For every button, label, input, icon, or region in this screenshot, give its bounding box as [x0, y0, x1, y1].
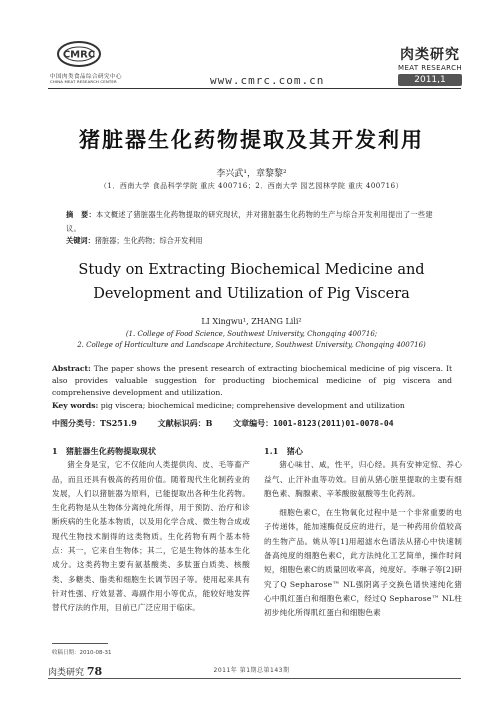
page-title-cn: 猪脏器生化药物提取及其开发利用	[79, 127, 424, 152]
abstract-en	[52, 363, 452, 399]
abstract-en-label: Abstract:	[52, 364, 91, 373]
issue-badge: 2011,1	[398, 74, 462, 86]
abstract-cn	[66, 208, 438, 236]
section-1-heading: 1 猪脏器生化药物提取现状	[52, 446, 157, 456]
abstract-cn-label: 摘 要：	[66, 210, 96, 219]
document-code: 文献标识码：B	[157, 418, 213, 428]
section-1-1-paragraph-1: 猪心味甘、咸，性平，归心经。具有安神定惊、养心益气、止汗补血等功效。目前从猪心脏里提取的主要有细胞色素、胸腺素、辛苯酸胺氨酸等生化药剂。	[264, 460, 462, 498]
section-1-paragraph: 猪全身是宝，它不仅能向人类提供肉、皮、毛等畜产品，而且还具有极高的药用价值。随着现代生化制药业的发展，人们以猪脏器为原料，已能提取出各种生化药物。生化药物是从生物体分离纯化所得，用于预防、治疗和诊断疾病的生化基本物质，以及用化学合成、微生物合成或现代生物技术制得的这类物质。生化药物有两个基本特点：其一，它来自生物体；其二，它是生物体的基本生化成分。这类药物主要有氨基酸类、多肽蛋白质类、核酸类、多糖类、脂类和细胞生长调节因子等。使用起来具有针对性强、疗效显著、毒副作用小等优点，能较好地发挥替代疗法的作用，目前已广泛应用于临床。	[52, 460, 250, 613]
classification-line	[52, 418, 462, 429]
journal-url[interactable]: www.cmrc.com.cn	[210, 74, 325, 87]
section-1-1-heading: 1.1 猪心	[264, 446, 304, 456]
authors-en: LI Xingwu¹, ZHANG Lili²	[201, 317, 302, 326]
footnote-rule	[52, 643, 108, 644]
affiliations-cn: （1．西南大学 食品科学学院 重庆 400716；2．西南大学 园艺园林学院 重庆 400716）	[99, 182, 404, 190]
received-date: 收稿日期：2010-08-31	[52, 650, 112, 656]
affiliation-en-2: 2. College of Horticulture and Landscape Architecture, Southwest University, Chongqing 400716)	[77, 341, 426, 349]
article-id: 文章编号：1001-8123(2011)01-0078-04	[233, 419, 394, 428]
keywords-cn-label: 关键词：	[66, 236, 95, 245]
section-1-1-paragraph-2: 细胞色素C，在生物氧化过程中是一个非常重要的电子传递体，能加速酶促反应的进行，是一种药用价值较高的生物产品。姚从等[1]用超滤水色谱法从猪心中快速制备高纯度的细胞色素C，此方法纯化工艺简单，操作时间短，细胞色素C的质量回收率高，纯度好。李琳子等[2]研究了Q Sepharose™ NL强阴离子交换色谱快速纯化猪心中肌红蛋白和细胞色素C，经过Q Sepharose™ NL柱初步纯化所得肌红蛋白和细胞色素	[264, 508, 462, 618]
abstract-en-text: The paper shows the present research of extracting biochemical medicine of pig viscera. It also provides valuable suggestion for producting biochemical medicine of pig viscera and comprehensive development and utilization.	[52, 364, 452, 397]
org-name-cn: 中国肉类食品综合研究中心	[50, 74, 123, 80]
page-title-en-line2: Development and Utilization of Pig Viscera	[93, 286, 410, 302]
svg-text:CMRC: CMRC	[62, 49, 96, 61]
abstract-cn-text: 本文概述了猪脏器生化药物提取的研究现状，并对猪脏器生化药物的生产与综合开发利用提出了一些建议。	[66, 210, 433, 233]
cmrc-logo	[56, 40, 102, 68]
page-number: 78	[86, 665, 103, 678]
footer-issue-line: 2011年 第1期总第143期	[213, 667, 290, 674]
keywords-en-label: Key words:	[52, 401, 99, 410]
keywords-en	[52, 401, 452, 410]
page-title-en-line1: Study on Extracting Biochemical Medicine and	[78, 262, 425, 278]
journal-name-en: MEAT RESEARCH	[398, 64, 463, 72]
journal-name-cn: 肉类研究	[400, 47, 460, 63]
left-column	[52, 444, 250, 616]
clc-number: 中图分类号：TS251.9	[52, 418, 137, 428]
authors-cn: 李兴武¹，章黎黎²	[216, 169, 287, 179]
keywords-cn-text: 猪脏器；生化药物；综合开发利用	[94, 236, 203, 245]
right-column	[264, 444, 462, 621]
keywords-cn	[66, 236, 438, 246]
header-rule	[48, 88, 461, 89]
footer-rule	[48, 678, 461, 679]
affiliation-en-1: (1. College of Food Science, Southwest University, Chongqing 400716;	[125, 330, 378, 338]
keywords-en-text: pig viscera; biochemical medicine; comprehensive development and utilization	[98, 401, 405, 410]
org-name-en: CHINA MEAT RESEARCH CENTER	[50, 79, 117, 84]
page-journal-label: 肉类研究	[48, 668, 85, 678]
